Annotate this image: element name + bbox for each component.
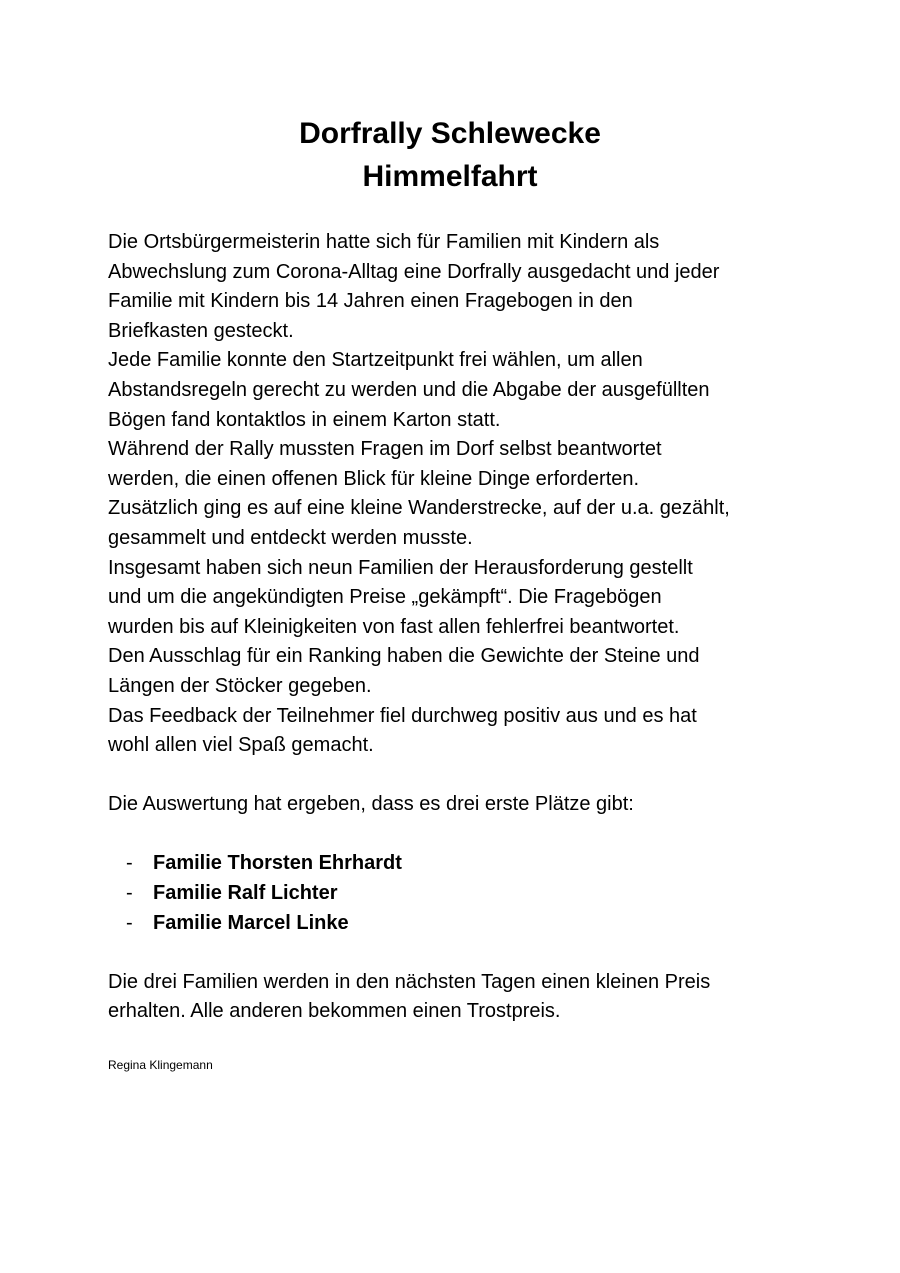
body-line: Bögen fand kontaktlos in einem Karton statt.: [108, 408, 501, 431]
document-body: [108, 228, 798, 1027]
winner-name: Familie Ralf Lichter: [153, 882, 338, 905]
body-line: Briefkasten gesteckt.: [108, 319, 294, 342]
body-line: Den Ausschlag für ein Ranking haben die Gewichte der Steine und: [108, 645, 700, 668]
body-line: Die Ortsbürgermeisterin hatte sich für Familien mit Kindern als: [108, 231, 660, 253]
body-line: Abwechslung zum Corona-Alltag eine Dorfrally ausgedacht und jeder: [108, 260, 720, 283]
winner-name: Familie Marcel Linke: [153, 911, 349, 934]
body-line: Insgesamt haben sich neun Familien der Herausforderung gestellt: [108, 556, 693, 579]
body-line: Abstandsregeln gerecht zu werden und die Abgabe der ausgefüllten: [108, 378, 710, 401]
list-item: [108, 909, 798, 939]
paragraph-spacer: [108, 761, 798, 791]
bullet-dash: -: [126, 911, 133, 934]
winner-name: Familie Thorsten Ehrhardt: [153, 852, 402, 875]
main-paragraph: [108, 228, 798, 761]
body-line: Jede Familie konnte den Startzeitpunkt frei wählen, um allen: [108, 349, 643, 372]
document-title: [0, 112, 900, 198]
paragraph-spacer: [108, 938, 798, 968]
body-line: Familie mit Kindern bis 14 Jahren einen Fragebogen in den: [108, 290, 633, 313]
body-line: Das Feedback der Teilnehmer fiel durchweg positiv aus und es hat: [108, 704, 697, 727]
title-line-1: Dorfrally Schlewecke: [299, 117, 601, 150]
body-line: werden, die einen offenen Blick für kleine Dinge erforderten.: [108, 467, 640, 490]
list-item: [108, 849, 798, 879]
body-line: Zusätzlich ging es auf eine kleine Wanderstrecke, auf der u.a. gezählt,: [108, 497, 730, 520]
body-line: und um die angekündigten Preise „gekämpft“. Die Fragebögen: [108, 586, 662, 609]
bullet-dash: -: [126, 882, 133, 905]
body-line: wohl allen viel Spaß gemacht.: [108, 734, 374, 757]
winner-list: [108, 849, 798, 938]
body-line: gesammelt und entdeckt werden musste.: [108, 526, 473, 549]
paragraph-spacer: [108, 820, 798, 850]
list-item: [108, 879, 798, 909]
signature: Regina Klingemann: [108, 1058, 213, 1072]
result-intro: Die Auswertung hat ergeben, dass es drei erste Plätze gibt:: [108, 793, 634, 816]
body-line: wurden bis auf Kleinigkeiten von fast allen fehlerfrei beantwortet.: [108, 615, 680, 638]
bullet-dash: -: [126, 852, 133, 875]
body-line: Längen der Stöcker gegeben.: [108, 674, 372, 697]
body-line: Während der Rally mussten Fragen im Dorf selbst beantwortet: [108, 438, 662, 461]
closing-line: erhalten. Alle anderen bekommen einen Trostpreis.: [108, 1000, 561, 1023]
closing-line: Die drei Familien werden in den nächsten Tagen einen kleinen Preis: [108, 970, 711, 993]
title-line-2: Himmelfahrt: [362, 160, 538, 193]
closing-paragraph: [108, 968, 798, 1027]
